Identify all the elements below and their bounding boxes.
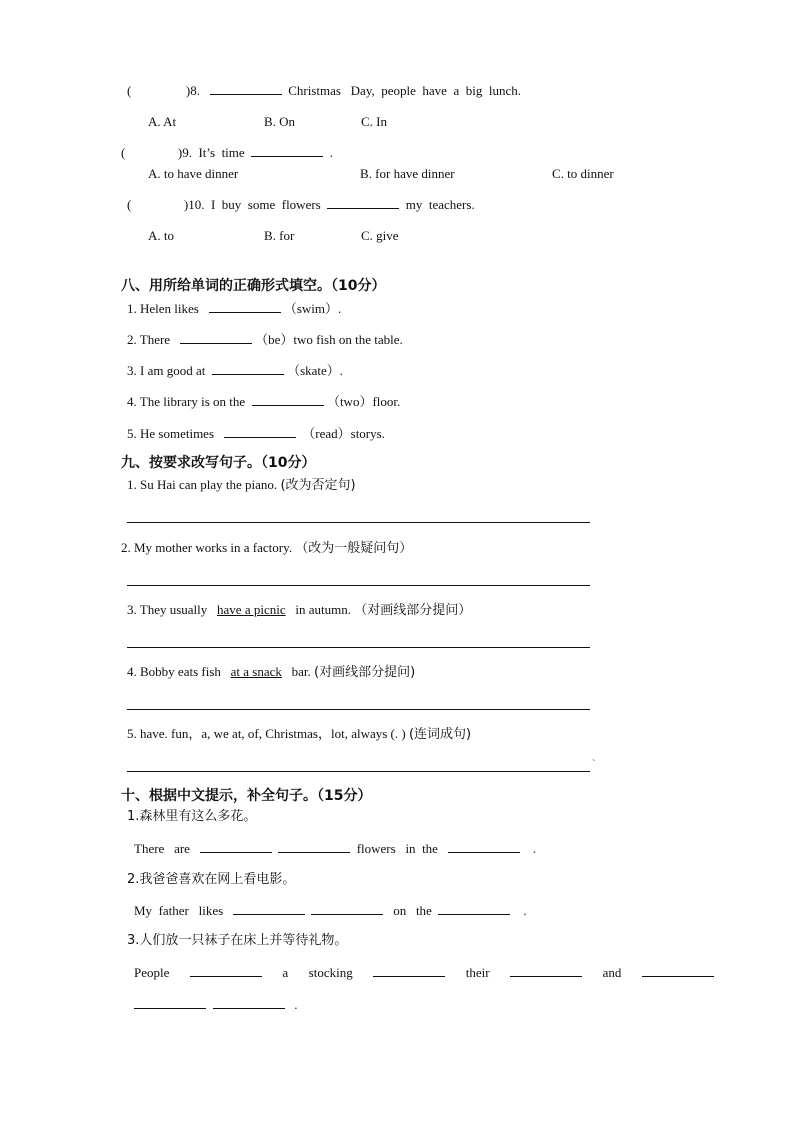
item-hint: （skate）. bbox=[287, 363, 344, 378]
fill-blank[interactable] bbox=[373, 965, 445, 977]
question-number: 10. bbox=[188, 197, 205, 212]
item-hint: （be）two fish on the table. bbox=[255, 332, 403, 347]
period: . bbox=[294, 997, 298, 1012]
option-label: B. for bbox=[264, 228, 295, 243]
instruction-note: (连词成句) bbox=[408, 727, 472, 742]
question-number: 9. bbox=[182, 145, 192, 160]
sec10-q3-prompt: 3.人们放一只袜子在床上并等待礼物。 bbox=[127, 933, 348, 948]
sec8-item-4 bbox=[127, 394, 400, 410]
answer-line[interactable] bbox=[127, 522, 590, 523]
word: a bbox=[282, 965, 289, 980]
fill-blank[interactable] bbox=[252, 394, 324, 406]
item-hint: （read）storys. bbox=[302, 426, 385, 441]
underlined-phrase: have a picnic bbox=[217, 602, 286, 617]
fill-blank[interactable] bbox=[210, 83, 282, 95]
sec8-item-5 bbox=[127, 426, 385, 442]
word: some bbox=[247, 197, 276, 212]
word: buy bbox=[221, 197, 242, 212]
word: flowers bbox=[356, 841, 396, 856]
word: big bbox=[465, 83, 483, 98]
question-number: 8. bbox=[190, 83, 200, 98]
section-9-title: 九、按要求改写句子。（10分） bbox=[121, 455, 316, 471]
word: There bbox=[134, 841, 165, 856]
option-a[interactable] bbox=[148, 228, 174, 244]
question-9 bbox=[121, 145, 333, 161]
period: . bbox=[532, 841, 536, 856]
answer-line[interactable] bbox=[127, 585, 590, 586]
period: . bbox=[329, 145, 333, 160]
stray-mark: ` bbox=[592, 759, 596, 770]
option-c[interactable] bbox=[361, 114, 387, 130]
word: and bbox=[602, 965, 622, 980]
sec8-item-1 bbox=[127, 301, 341, 317]
option-label: B. On bbox=[264, 114, 296, 129]
option-a[interactable] bbox=[148, 166, 238, 182]
sec9-q5 bbox=[127, 726, 471, 743]
fill-blank[interactable] bbox=[448, 841, 520, 853]
option-label: A. to have dinner bbox=[148, 166, 239, 181]
answer-paren-open: ( bbox=[127, 197, 132, 212]
option-c[interactable] bbox=[361, 228, 399, 244]
fill-blank[interactable] bbox=[510, 965, 582, 977]
question-text: 5. have. fun，a, we at, of, Christmas，lot, always (. ) bbox=[127, 726, 406, 741]
sec9-q3 bbox=[127, 602, 471, 619]
item-hint: （two）floor. bbox=[326, 394, 401, 409]
option-b[interactable] bbox=[264, 114, 295, 130]
answer-paren-open: ( bbox=[127, 83, 132, 98]
sec10-q1-prompt: 1.森林里有这么多花。 bbox=[127, 809, 257, 824]
word: stocking bbox=[308, 965, 353, 980]
answer-paren-close: ) bbox=[183, 197, 189, 212]
option-b[interactable] bbox=[264, 228, 294, 244]
word: teachers. bbox=[428, 197, 475, 212]
fill-blank[interactable] bbox=[213, 997, 285, 1009]
word: time bbox=[221, 145, 245, 160]
answer-paren-open: ( bbox=[121, 145, 126, 160]
question-text: 1. Su Hai can play the piano. bbox=[127, 477, 278, 492]
item-text: 4. The library is on the bbox=[127, 394, 246, 409]
word: their bbox=[465, 965, 490, 980]
section-8-title: 八、用所给单词的正确形式填空。（10分） bbox=[121, 278, 386, 294]
question-text: 2. My mother works in a factory. bbox=[121, 540, 293, 555]
fill-blank[interactable] bbox=[190, 965, 262, 977]
sec10-q3-continuation bbox=[134, 997, 298, 1013]
word: My bbox=[134, 903, 153, 918]
answer-line[interactable] bbox=[127, 709, 590, 710]
fill-blank[interactable] bbox=[251, 145, 323, 157]
answer-paren-close: ) bbox=[177, 145, 183, 160]
underlined-phrase: at a snack bbox=[230, 664, 282, 679]
fill-blank[interactable] bbox=[200, 841, 272, 853]
word: Christmas bbox=[288, 83, 341, 98]
sec10-q2-prompt: 2.我爸爸喜欢在网上看电影。 bbox=[127, 872, 296, 887]
word: my bbox=[405, 197, 423, 212]
fill-blank[interactable] bbox=[327, 197, 399, 209]
instruction-note: （改为一般疑问句） bbox=[295, 541, 413, 556]
question-text: 4. Bobby eats fish bbox=[127, 664, 221, 679]
sec10-q1-sentence bbox=[134, 841, 536, 857]
word: the bbox=[415, 903, 432, 918]
sec9-q1 bbox=[127, 477, 356, 494]
item-text: 1. Helen likes bbox=[127, 301, 199, 316]
word: father bbox=[158, 903, 189, 918]
item-text: 5. He sometimes bbox=[127, 426, 215, 441]
fill-blank[interactable] bbox=[278, 841, 350, 853]
option-b[interactable] bbox=[360, 166, 455, 182]
answer-line[interactable] bbox=[127, 647, 590, 648]
fill-blank[interactable] bbox=[212, 363, 284, 375]
word: It’s bbox=[198, 145, 216, 160]
option-label: A. At bbox=[148, 114, 177, 129]
fill-blank[interactable] bbox=[209, 301, 281, 313]
sec8-item-3 bbox=[127, 363, 343, 379]
item-text: 3. I am good at bbox=[127, 363, 206, 378]
instruction-note: (对画线部分提问) bbox=[314, 665, 416, 680]
word: People bbox=[134, 965, 170, 980]
word: likes bbox=[198, 903, 224, 918]
sec8-item-2 bbox=[127, 332, 403, 348]
option-a[interactable] bbox=[148, 114, 176, 130]
fill-blank[interactable] bbox=[180, 332, 252, 344]
option-label: C. give bbox=[361, 228, 399, 243]
period: . bbox=[517, 83, 521, 98]
sec10-q3-sentence bbox=[134, 965, 714, 981]
word: Day, bbox=[350, 83, 375, 98]
question-text: 3. They usually bbox=[127, 602, 208, 617]
fill-blank[interactable] bbox=[134, 997, 206, 1009]
fill-blank[interactable] bbox=[224, 426, 296, 438]
sec10-q2-sentence bbox=[134, 903, 527, 919]
fill-blank[interactable] bbox=[233, 903, 305, 915]
fill-blank[interactable] bbox=[311, 903, 383, 915]
fill-blank[interactable] bbox=[642, 965, 714, 977]
item-text: 2. There bbox=[127, 332, 171, 347]
sec9-q4 bbox=[127, 664, 415, 681]
word: I bbox=[210, 197, 216, 212]
section-10-title: 十、根据中文提示，补全句子。（15分） bbox=[121, 788, 372, 804]
word: people bbox=[381, 83, 416, 98]
word: in bbox=[405, 841, 416, 856]
option-c[interactable] bbox=[552, 166, 614, 182]
question-text: bar. bbox=[291, 664, 311, 679]
option-label: B. for have dinner bbox=[360, 166, 455, 181]
instruction-note: （对画线部分提问） bbox=[354, 603, 472, 618]
answer-paren-close: ) bbox=[185, 83, 191, 98]
word: lunch bbox=[488, 83, 518, 98]
answer-line[interactable] bbox=[127, 771, 590, 772]
word: have bbox=[422, 83, 447, 98]
instruction-note: (改为否定句) bbox=[280, 478, 356, 493]
option-label: C. to dinner bbox=[552, 166, 614, 181]
fill-blank[interactable] bbox=[438, 903, 510, 915]
sec9-q2 bbox=[121, 540, 412, 557]
item-hint: （swim）. bbox=[283, 301, 342, 316]
question-text: in autumn. bbox=[295, 602, 351, 617]
word: are bbox=[174, 841, 190, 856]
word: a bbox=[453, 83, 460, 98]
word: the bbox=[422, 841, 438, 856]
option-label: A. to bbox=[148, 228, 174, 243]
period: . bbox=[523, 903, 527, 918]
question-10 bbox=[127, 197, 475, 213]
word: flowers bbox=[281, 197, 321, 212]
question-8 bbox=[127, 83, 521, 99]
word: on bbox=[393, 903, 407, 918]
option-label: C. In bbox=[361, 114, 387, 129]
